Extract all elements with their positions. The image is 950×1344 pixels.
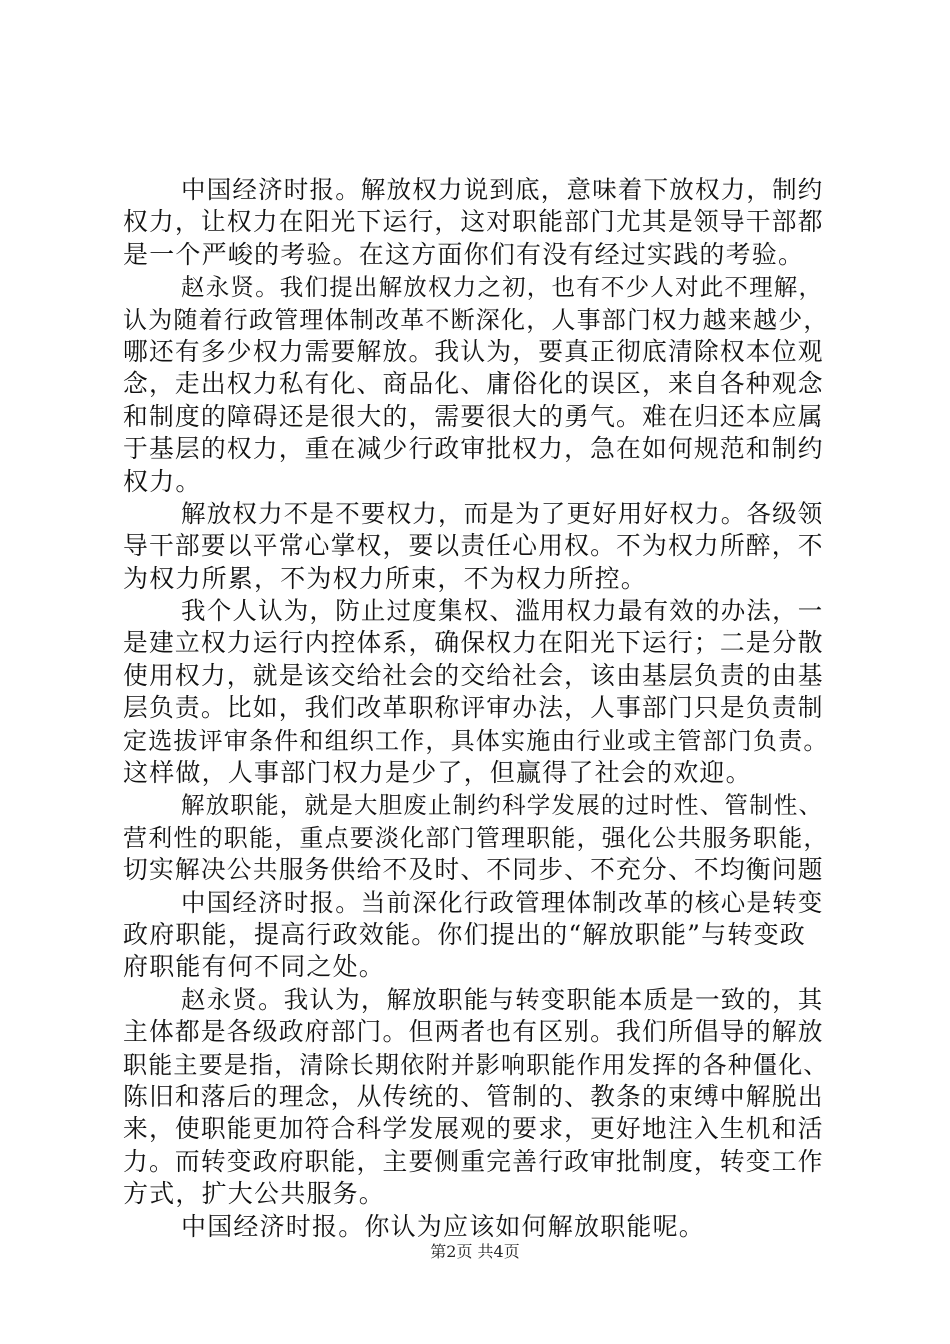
text-line: 这样做，人事部门权力是少了，但赢得了社会的欢迎。 — [123, 758, 752, 788]
text-line: 和制度的障碍还是很大的，需要很大的勇气。难在归还本应属 — [123, 401, 824, 431]
text-line: 解放权力不是不要权力，而是为了更好用好权力。各级领 — [181, 498, 824, 528]
text-line: 府职能有何不同之处。 — [123, 952, 386, 982]
text-line: 认为随着行政管理体制改革不断深化，人事部门权力越来越少， — [123, 305, 829, 334]
text-line: 中国经济时报。解放权力说到底，意味着下放权力，制约 — [181, 175, 824, 204]
text-line: 陈旧和落后的理念，从传统的、管制的、教条的束缚中解脱出 — [123, 1081, 824, 1111]
text-line: 是建立权力运行内控体系，确保权力在阳光下运行；二是分散 — [123, 628, 824, 658]
text-line: 政府职能，提高行政效能。你们提出的“解放职能”与转变政 — [123, 919, 806, 949]
text-line: 切实解决公共服务供给不及时、不同步、不充分、不均衡问题 — [123, 855, 824, 885]
text-line: 层负责。比如，我们改革职称评审办法，人事部门只是负责制 — [123, 693, 824, 723]
document-body — [123, 174, 829, 1243]
text-line: 力。而转变政府职能，主要侧重完善行政审批制度，转变工作 — [123, 1146, 824, 1176]
page-footer: 第2页 共4页 — [430, 1242, 520, 1261]
text-line: 定选拔评审条件和组织工作，具体实施由行业或主管部门负责。 — [123, 726, 829, 755]
text-line: 于基层的权力，重在减少行政审批权力，急在如何规范和制约 — [123, 434, 824, 464]
text-line: 来，使职能更加符合科学发展观的要求，更好地注入生机和活 — [123, 1114, 824, 1144]
text-line: 中国经济时报。当前深化行政管理体制改革的核心是转变 — [181, 887, 824, 917]
text-line: 念，走出权力私有化、商品化、庸俗化的误区，来自各种观念 — [123, 369, 824, 399]
text-line: 赵永贤。我认为，解放职能与转变职能本质是一致的，其 — [181, 984, 824, 1014]
text-line: 导干部要以平常心掌权，要以责任心用权。不为权力所醉，不 — [123, 531, 824, 561]
text-line: 职能主要是指，清除长期依附并影响职能作用发挥的各种僵化、 — [123, 1050, 829, 1079]
text-line: 权力，让权力在阳光下运行，这对职能部门尤其是领导干部都 — [123, 207, 824, 237]
text-line: 是一个严峻的考验。在这方面你们有没有经过实践的考验。 — [123, 239, 805, 269]
text-line: 权力。 — [123, 466, 202, 496]
text-line: 赵永贤。我们提出解放权力之初，也有不少人对此不理解， — [181, 273, 824, 302]
text-line: 方式，扩大公共服务。 — [123, 1179, 386, 1209]
text-line: 中国经济时报。你认为应该如何解放职能呢。 — [181, 1211, 706, 1241]
text-line: 为权力所累，不为权力所束，不为权力所控。 — [123, 563, 648, 593]
text-line: 使用权力，就是该交给社会的交给社会，该由基层负责的由基 — [123, 660, 824, 690]
text-line: 主体都是各级政府部门。但两者也有区别。我们所倡导的解放 — [123, 1017, 824, 1047]
text-line: 营利性的职能，重点要淡化部门管理职能，强化公共服务职能， — [123, 823, 829, 852]
text-line: 我个人认为，防止过度集权、滥用权力最有效的办法，一 — [181, 596, 824, 626]
text-line: 解放职能，就是大胆废止制约科学发展的过时性、管制性、 — [181, 791, 824, 820]
text-line: 哪还有多少权力需要解放。我认为，要真正彻底清除权本位观 — [123, 336, 824, 366]
